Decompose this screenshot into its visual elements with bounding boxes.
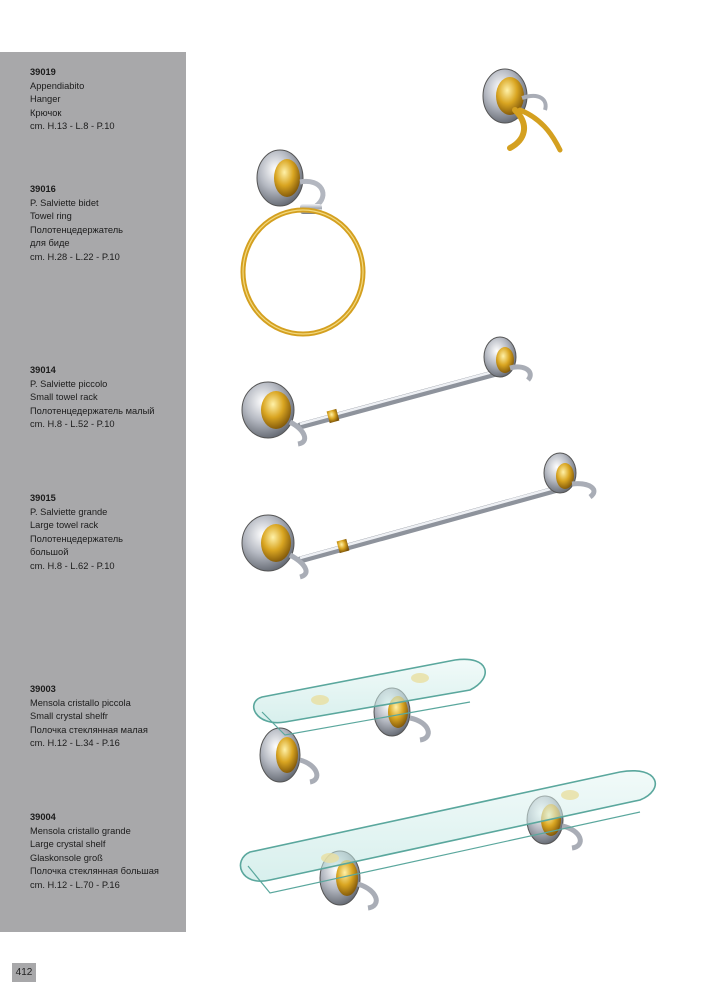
small-towel-rack-image — [242, 337, 530, 444]
product-code: 39003 — [30, 684, 56, 694]
product-code: 39019 — [30, 67, 56, 77]
product-name-it: Appendiabito — [30, 80, 85, 91]
product-39014 — [30, 364, 180, 432]
large-crystal-shelf-image — [240, 771, 655, 908]
product-39003 — [30, 683, 180, 751]
product-name-ru: Полотенцедержатель малый — [30, 405, 155, 416]
product-39004 — [30, 811, 180, 893]
product-name-ru: Полочка стеклянная малая — [30, 724, 148, 735]
product-name-ru-2: для биде — [30, 238, 70, 249]
product-dimensions: cm. H.8 - L.62 - P.10 — [30, 560, 115, 571]
product-name-it: P. Salviette bidet — [30, 197, 99, 208]
product-name-en: Towel ring — [30, 211, 72, 222]
product-name-en: Hanger — [30, 94, 61, 105]
product-39019 — [30, 66, 180, 134]
product-dimensions: cm. H.28 - L.22 - P.10 — [30, 251, 120, 262]
product-name-en: Large crystal shelf — [30, 839, 106, 850]
page-number: 412 — [12, 963, 36, 982]
product-code: 39014 — [30, 365, 56, 375]
product-dimensions: cm. H.12 - L.70 - P.16 — [30, 879, 120, 890]
product-name-ru: Крючок — [30, 107, 62, 118]
product-name-de: Glaskonsole groß — [30, 852, 103, 863]
product-code: 39015 — [30, 493, 56, 503]
product-name-en: Large towel rack — [30, 520, 99, 531]
towel-ring-image — [243, 150, 363, 334]
product-name-ru: Полотенцедержатель — [30, 533, 124, 544]
product-dimensions: cm. H.12 - L.34 - P.16 — [30, 738, 120, 749]
product-39016 — [30, 183, 180, 265]
product-name-ru: Полотенцедержатель — [30, 224, 124, 235]
product-name-ru: Полочка стеклянная большая — [30, 866, 159, 877]
product-name-en: Small crystal shelfr — [30, 711, 109, 722]
product-code: 39016 — [30, 184, 56, 194]
product-name-it: P. Salviette piccolo — [30, 378, 108, 389]
product-dimensions: cm. H.8 - L.52 - P.10 — [30, 419, 115, 430]
product-name-it: Mensola cristallo piccola — [30, 697, 131, 708]
hook-image — [483, 69, 560, 150]
product-39015 — [30, 492, 180, 574]
product-name-en: Small towel rack — [30, 392, 98, 403]
product-illustrations — [190, 0, 720, 990]
product-code: 39004 — [30, 812, 56, 822]
small-crystal-shelf-image — [254, 659, 485, 782]
product-name-it: Mensola cristallo grande — [30, 825, 131, 836]
product-name-it: P. Salviette grande — [30, 506, 108, 517]
large-towel-rack-image — [242, 453, 594, 577]
product-dimensions: cm. H.13 - L.8 - P.10 — [30, 121, 115, 132]
product-name-ru-2: большой — [30, 547, 69, 558]
